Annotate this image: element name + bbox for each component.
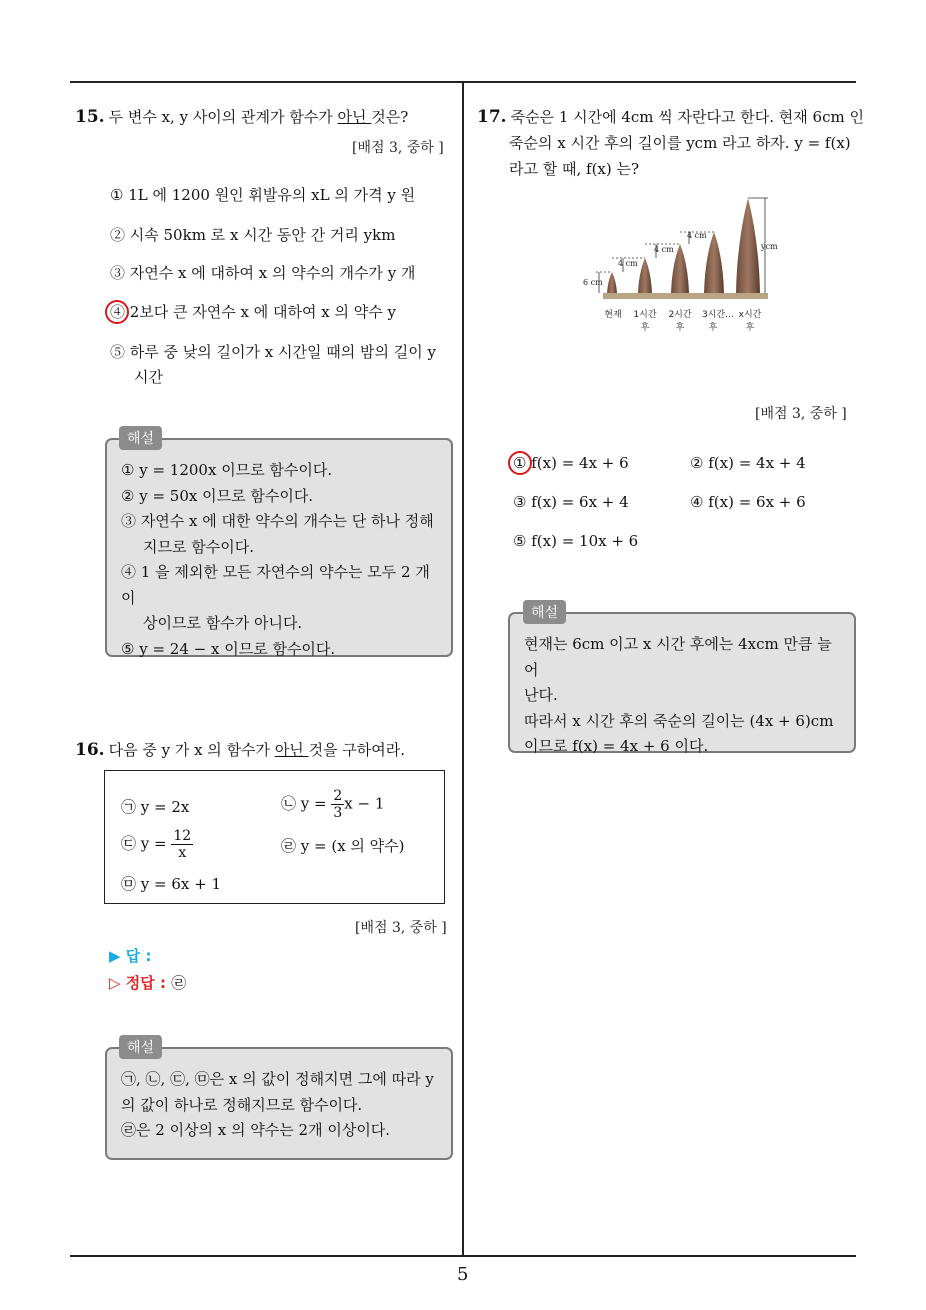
column-divider	[462, 83, 464, 1256]
dim-label: 6 cm	[583, 278, 603, 287]
ground	[603, 293, 768, 299]
q16-option-e[interactable]: ㉤ y = 6x + 1	[121, 875, 221, 893]
q15-choice-2[interactable]: ② 시속 50km 로 x 시간 동안 간 거리 ykm	[110, 226, 396, 244]
bamboo-shoot	[607, 272, 617, 293]
q16-question: 16. 다음 중 y 가 x 의 함수가 아닌 것을 구하여라.	[75, 740, 406, 760]
q16-correct-answer: ▷ 정답 : ㉣	[109, 974, 187, 992]
q17-choice-4[interactable]: ④ f(x) = 6x + 6	[690, 493, 806, 511]
fraction: $\frac{2}{3}$	[333, 788, 343, 821]
dim-label: ycm	[761, 242, 778, 251]
q15-question: 15. 두 변수 x, y 사이의 관계가 함수가 아닌 것은?	[75, 107, 409, 127]
q15-score-meta: [배점 3, 중하 ]	[352, 140, 444, 156]
q15-choice-3[interactable]: ③ 자연수 x 에 대하여 x 의 약수의 개수가 y 개	[110, 264, 416, 282]
bamboo-shoot	[638, 258, 652, 293]
q16-score-meta: [배점 3, 중하 ]	[355, 920, 447, 936]
time-label: 후	[675, 323, 685, 333]
q17-choice-1[interactable]: ① f(x) = 4x + 6	[513, 454, 629, 472]
q17-solution-box: 현재는 6cm 이고 x 시간 후에는 4xcm 만큼 늘어 난다. 따라서 x 시간 후의 죽순의 길이는 (4x + 6)cm 이므로 f(x) = 4x + 6 이다.	[508, 612, 856, 753]
q16-option-c[interactable]: ㉢ y = $\frac{12}{x}$	[121, 828, 192, 861]
q16-solution-box: ㉠, ㉡, ㉢, ㉤은 x 의 값이 정해지면 그에 따라 y 의 값이 하나로 정해지므로 함수이다. ㉣은 2 이상의 x 의 약수는 2개 이상이다.	[105, 1047, 453, 1160]
q17-choice-3[interactable]: ③ f(x) = 6x + 4	[513, 493, 629, 511]
time-label: 후	[745, 323, 755, 333]
q17-solution-label: 해설	[523, 600, 566, 624]
time-label: 현재	[604, 310, 622, 320]
bamboo-shoot	[736, 198, 760, 293]
dim-label: 4 cm	[654, 245, 674, 254]
q16-option-d[interactable]: ㉣ y = (x 의 약수)	[281, 837, 405, 855]
q16-number: 16.	[75, 740, 105, 760]
dim-label: 4 cm	[687, 231, 707, 240]
dim-label: 4 cm	[618, 259, 638, 268]
q15-solution-label: 해설	[119, 426, 162, 450]
bamboo-shoot	[704, 232, 724, 293]
time-label: 2시간	[668, 310, 692, 320]
time-label: x시간	[738, 310, 762, 320]
q17-score-meta: [배점 3, 중하 ]	[755, 406, 847, 422]
q16-solution-label: 해설	[119, 1035, 162, 1059]
q16-option-b[interactable]: ㉡ y = $\frac{2}{3}$ x − 1	[281, 788, 385, 821]
q15-choice-1[interactable]: ① 1L 에 1200 원인 휘발유의 xL 의 가격 y 원	[110, 186, 416, 204]
time-label: 3시간…	[701, 310, 735, 320]
q15-solution-box: ① y = 1200x 이므로 함수이다. ② y = 50x 이므로 함수이다. ③ 자연수 x 에 대한 약수의 개수는 단 하나 정해 지므로 함수이다. ④ 1 을 제외한 모든 자연수의 약수는 모두 2 개 이 상이므로 함수가 아니다. ⑤ y = 24 − x 이므로 함수이다.	[105, 438, 453, 657]
q16-answer-label: ▶ 답 :	[109, 947, 152, 965]
time-label: 후	[640, 323, 650, 333]
fraction: $\frac{12}{x}$	[173, 828, 192, 861]
q17-number: 17.	[477, 107, 507, 127]
q15-choice-5-cont: 시간	[134, 368, 163, 386]
q17-choice-2[interactable]: ② f(x) = 4x + 4	[690, 454, 806, 472]
q15-choice-5[interactable]: ⑤ 하루 중 낮의 길이가 x 시간일 때의 밤의 길이 y	[110, 343, 436, 361]
q15-choice-4[interactable]: ④ 2보다 큰 자연수 x 에 대하여 x 의 약수 y	[110, 303, 396, 321]
bamboo-growth-figure	[583, 192, 783, 342]
time-label: 후	[708, 323, 718, 333]
q17-question: 17. 죽순은 1 시간에 4cm 씩 자란다고 한다. 현재 6cm 인 죽순의 x 시간 후의 길이를 ycm 라고 하자. y = f(x) 라고 할 때, f(x) 는?	[477, 107, 864, 178]
q17-choice-5[interactable]: ⑤ f(x) = 10x + 6	[513, 532, 639, 550]
bottom-rule	[70, 1255, 856, 1257]
page-number: 5	[457, 1264, 469, 1285]
q15-number: 15.	[75, 107, 105, 127]
time-label: 1시간	[633, 310, 657, 320]
q16-option-a[interactable]: ㉠ y = 2x	[121, 798, 190, 816]
